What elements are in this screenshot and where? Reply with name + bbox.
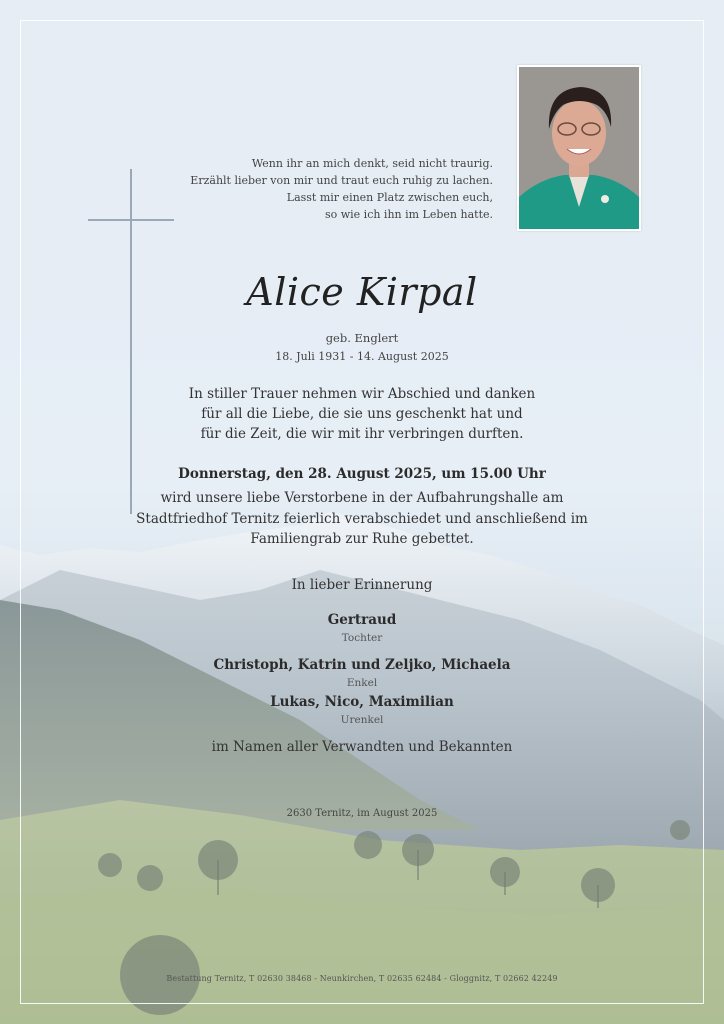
place-date: 2630 Ternitz, im August 2025 [286, 808, 438, 819]
remembrance-heading: In lieber Erinnerung [291, 577, 433, 593]
cross-icon-bar [88, 219, 174, 221]
portrait-photo [517, 65, 641, 231]
birth-name: geb. Englert [325, 331, 399, 345]
poem-line: Lasst mir einen Platz zwischen euch, [286, 191, 493, 204]
mourner-role: Urenkel [340, 714, 384, 726]
ceremony-line: wird unsere liebe Verstorbene in der Aufbahrungshalle am [160, 490, 564, 506]
deceased-name: Alice Kirpal [246, 270, 478, 314]
funeral-home-footer: Bestattung Ternitz, T 02630 38468 - Neunkirchen, T 02635 62484 - Gloggnitz, T 02662 42249 [166, 974, 558, 983]
mourner-role: Tochter [341, 632, 383, 644]
relatives-line: im Namen aller Verwandten und Bekannten [211, 739, 513, 755]
life-dates: 18. Juli 1931 - 14. August 2025 [275, 350, 449, 363]
ceremony-line: Stadtfriedhof Ternitz feierlich verabschiedet und anschließend im [136, 510, 588, 527]
poem-line: so wie ich ihn im Leben hatte. [324, 208, 493, 221]
poem [173, 155, 493, 223]
mourner-role: Enkel [346, 677, 378, 689]
ceremony-date: Donnerstag, den 28. August 2025, um 15.00 Uhr [178, 466, 546, 482]
mourning-line: für all die Liebe, die sie uns geschenkt hat und [201, 406, 523, 422]
poem-line: Wenn ihr an mich denkt, seid nicht traurig. [251, 157, 493, 170]
mourning-line: In stiller Trauer nehmen wir Abschied und danken [188, 386, 536, 402]
ceremony-text [0, 488, 724, 550]
mourning-text [0, 384, 724, 444]
mourning-line: für die Zeit, die wir mit ihr verbringen durften. [200, 426, 524, 442]
mourner-names: Gertraud [327, 612, 397, 628]
poem-line: Erzählt lieber von mir und traut euch ruhig zu lachen. [190, 174, 493, 187]
ceremony-line: Familiengrab zur Ruhe gebettet. [250, 531, 474, 547]
mourner-names: Lukas, Nico, Maximilian [270, 694, 454, 710]
mourner-names: Christoph, Katrin und Zeljko, Michaela [213, 657, 511, 673]
